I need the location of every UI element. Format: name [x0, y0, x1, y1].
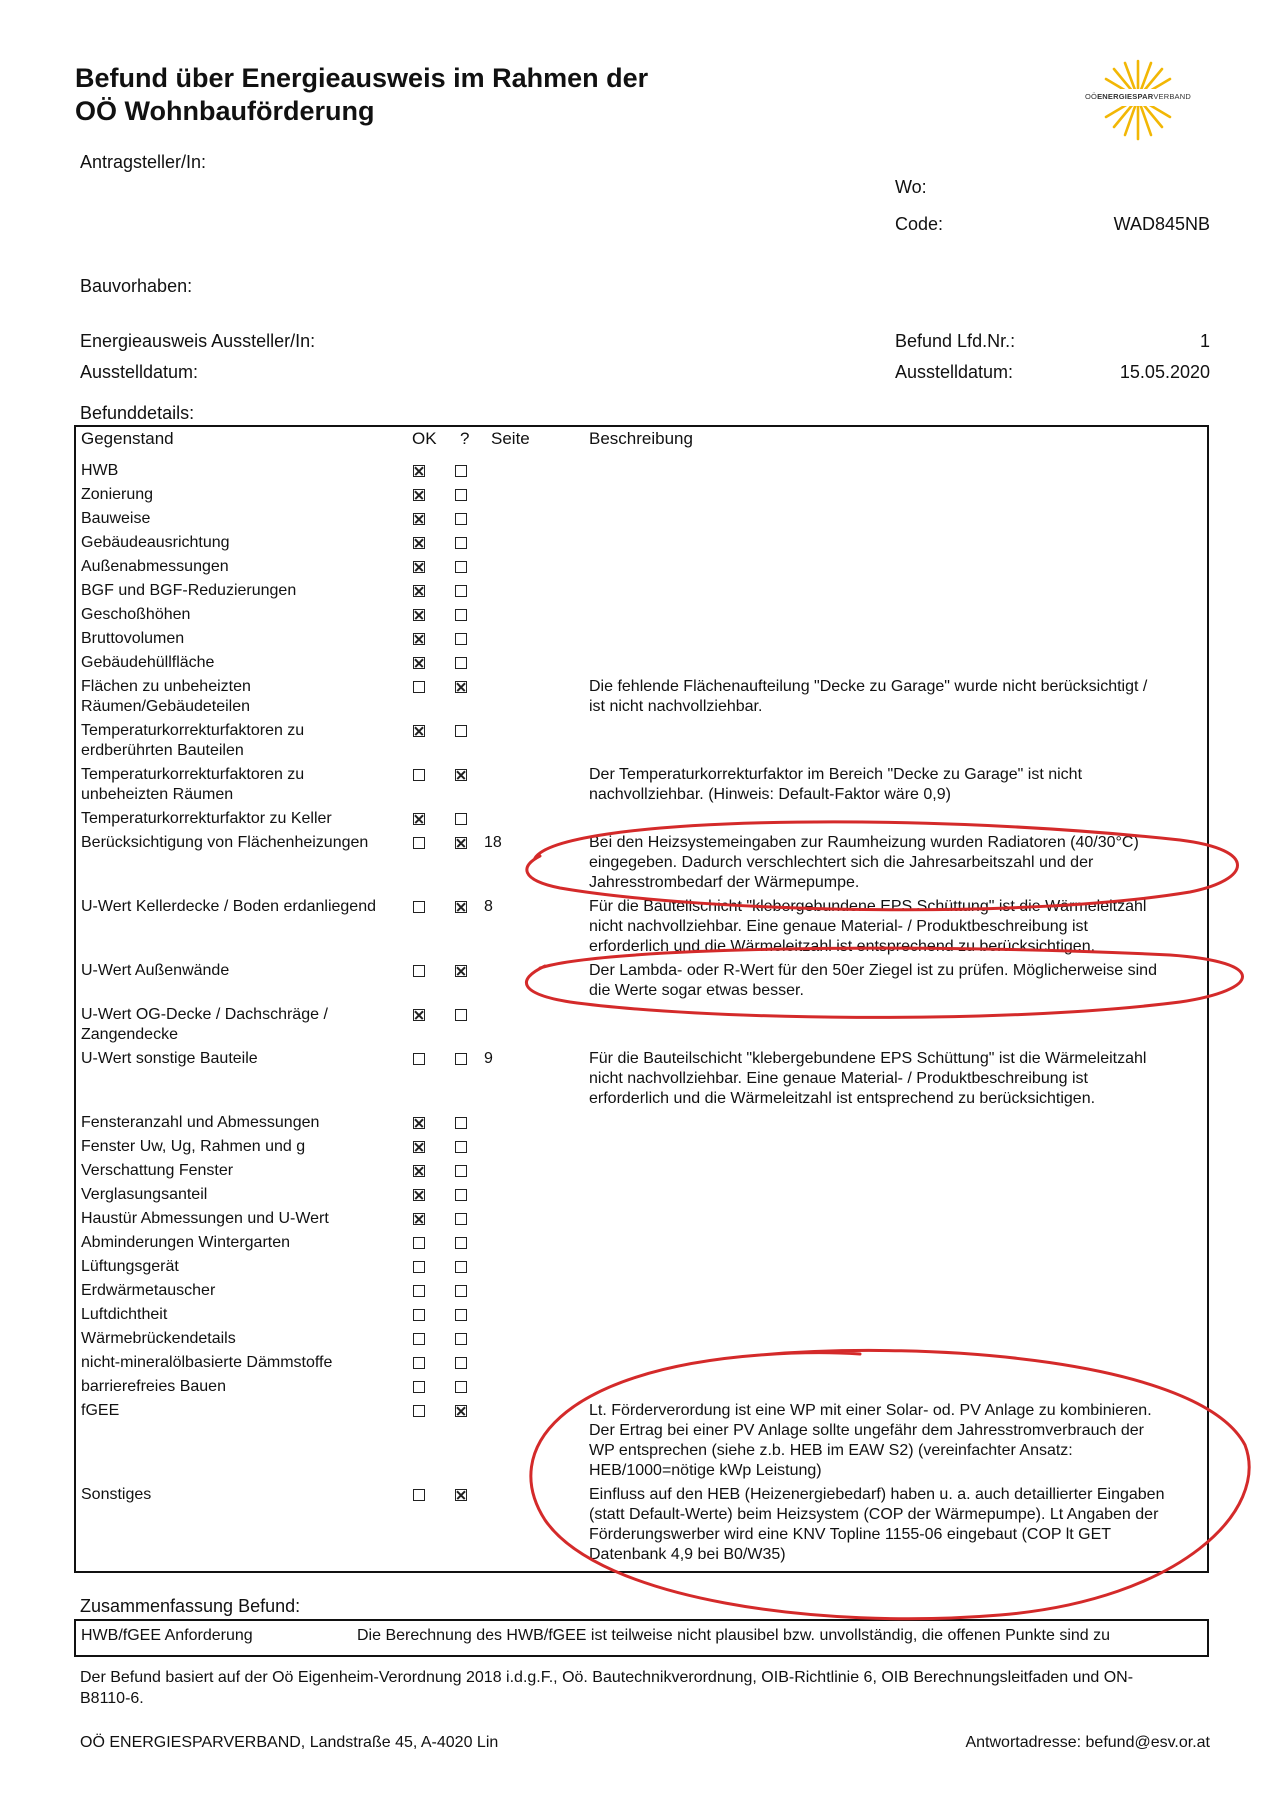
row-page-number: 8 — [484, 898, 493, 915]
ok-checkbox-unchecked[interactable] — [413, 1489, 425, 1501]
question-checkbox-checked[interactable] — [455, 1489, 467, 1501]
legal-basis-note: Der Befund basiert auf der Oö Eigenheim-Verordnung 2018 i.d.g.F., Oö. Bautechnikverordnung, OIB-Richtlinie 6, OIB Berechnungsleitfaden und ON- B8110-6. — [80, 1669, 1134, 1707]
row-item-label: Haustür Abmessungen und U-Wert — [81, 1210, 329, 1227]
row-description: Der Temperaturkorrekturfaktor im Bereich "Decke zu Garage" ist nicht nachvollziehbar. (Hinweis: Default-Faktor wäre 0,9) — [589, 766, 1083, 803]
question-checkbox-unchecked[interactable] — [455, 1261, 467, 1273]
row-description: Der Lambda- oder R-Wert für den 50er Ziegel ist zu prüfen. Möglicherweise sind die Werte sogar etwas besser. — [589, 962, 1157, 999]
row-description: Bei den Heizsystemeingaben zur Raumheizung wurden Radiatoren (40/30°C) eingegeben. Dadurch verschlechtert sich die Jahresarbeitszahl und der Jahresstrombedarf der Wärmepumpe. — [589, 834, 1139, 891]
row-item-label: Geschoßhöhen — [81, 606, 191, 623]
ok-checkbox-unchecked[interactable] — [413, 901, 425, 913]
befund-nr-value: 1 — [1199, 331, 1210, 351]
ok-checkbox-checked[interactable] — [413, 513, 425, 525]
row-item-label: Berücksichtigung von Flächenheizungen — [81, 834, 369, 851]
summary-label: Zusammenfassung Befund: — [80, 1596, 301, 1616]
row-item-label: Sonstiges — [81, 1486, 152, 1503]
question-checkbox-checked[interactable] — [455, 681, 467, 693]
question-checkbox-unchecked[interactable] — [455, 1189, 467, 1201]
ausstelldatum-label-right: Ausstelldatum: — [895, 362, 1014, 382]
summary-text: Die Berechnung des HWB/fGEE ist teilweise nicht plausibel bzw. unvollständig, die offenen Punkte sind zu — [357, 1627, 1111, 1644]
ok-checkbox-checked[interactable] — [413, 1141, 425, 1153]
question-checkbox-checked[interactable] — [455, 901, 467, 913]
question-checkbox-unchecked[interactable] — [455, 657, 467, 669]
befund-nr-label: Befund Lfd.Nr.: — [895, 331, 1016, 351]
ok-checkbox-checked[interactable] — [413, 1165, 425, 1177]
question-checkbox-checked[interactable] — [455, 769, 467, 781]
ok-checkbox-checked[interactable] — [413, 1009, 425, 1021]
col-header-beschreibung: Beschreibung — [589, 429, 693, 448]
col-header-seite: Seite — [491, 429, 530, 448]
ok-checkbox-checked[interactable] — [413, 609, 425, 621]
question-checkbox-unchecked[interactable] — [455, 813, 467, 825]
bauvorhaben-label: Bauvorhaben: — [80, 276, 193, 296]
question-checkbox-unchecked[interactable] — [455, 1381, 467, 1393]
ok-checkbox-checked[interactable] — [413, 489, 425, 501]
row-item-label: barrierefreies Bauen — [81, 1378, 226, 1395]
row-page-number: 18 — [484, 834, 502, 851]
row-page-number: 9 — [484, 1050, 493, 1067]
question-checkbox-unchecked[interactable] — [455, 1141, 467, 1153]
row-item-label: Temperaturkorrekturfaktor zu Keller — [81, 810, 332, 827]
ok-checkbox-checked[interactable] — [413, 1189, 425, 1201]
row-item-label: Außenabmessungen — [81, 558, 229, 575]
footer-reply-address: Antwortadresse: befund@esv.or.at — [965, 1734, 1210, 1751]
code-label: Code: — [895, 214, 944, 234]
question-checkbox-unchecked[interactable] — [455, 513, 467, 525]
row-item-label: HWB — [81, 462, 119, 479]
row-item-label: U-Wert Außenwände — [81, 962, 230, 979]
row-item-label: Bauweise — [81, 510, 151, 527]
question-checkbox-unchecked[interactable] — [455, 609, 467, 621]
row-item-label: Luftdichtheit — [81, 1306, 168, 1323]
col-header-question: ? — [460, 429, 470, 448]
question-checkbox-unchecked[interactable] — [455, 1333, 467, 1345]
ausstelldatum-label-left: Ausstelldatum: — [80, 362, 199, 382]
title-line-1: Befund über Energieausweis im Rahmen der — [75, 63, 649, 93]
question-checkbox-unchecked[interactable] — [455, 465, 467, 477]
summary-key: HWB/fGEE Anforderung — [81, 1627, 253, 1644]
title-line-2: OÖ Wohnbauförderung — [75, 96, 375, 126]
logo-wordmark: OÖENERGIESPARVERBAND — [1085, 92, 1191, 101]
ok-checkbox-unchecked[interactable] — [413, 1261, 425, 1273]
row-item-label: Bruttovolumen — [81, 630, 185, 647]
ok-checkbox-unchecked[interactable] — [413, 1237, 425, 1249]
row-item-label: Verglasungsanteil — [81, 1186, 208, 1203]
row-item-label: Gebäudeausrichtung — [81, 534, 230, 551]
ok-checkbox-checked[interactable] — [413, 1117, 425, 1129]
ok-checkbox-unchecked[interactable] — [413, 1405, 425, 1417]
ok-checkbox-checked[interactable] — [413, 537, 425, 549]
page-title — [75, 62, 775, 128]
ok-checkbox-checked[interactable] — [413, 561, 425, 573]
ok-checkbox-unchecked[interactable] — [413, 1333, 425, 1345]
row-item-label: U-Wert Kellerdecke / Boden erdanliegend — [81, 898, 376, 915]
ok-checkbox-checked[interactable] — [413, 585, 425, 597]
row-item-label: Lüftungsgerät — [81, 1258, 179, 1275]
ok-checkbox-unchecked[interactable] — [413, 965, 425, 977]
ok-checkbox-unchecked[interactable] — [413, 681, 425, 693]
col-header-ok: OK — [412, 429, 437, 448]
question-checkbox-unchecked[interactable] — [455, 1357, 467, 1369]
row-item-label: fGEE — [81, 1402, 120, 1419]
ok-checkbox-unchecked[interactable] — [413, 1285, 425, 1297]
question-checkbox-unchecked[interactable] — [455, 537, 467, 549]
question-checkbox-unchecked[interactable] — [455, 1237, 467, 1249]
ok-checkbox-unchecked[interactable] — [413, 1381, 425, 1393]
ok-checkbox-checked[interactable] — [413, 657, 425, 669]
row-item-label: Fensteranzahl und Abmessungen — [81, 1114, 320, 1131]
row-item-label: Flächen zu unbeheizten Räumen/Gebäudeteilen — [81, 678, 251, 715]
question-checkbox-unchecked[interactable] — [455, 1053, 467, 1065]
energiesparverband-logo — [1068, 55, 1208, 145]
question-checkbox-unchecked[interactable] — [455, 1213, 467, 1225]
question-checkbox-unchecked[interactable] — [455, 725, 467, 737]
code-value: WAD845NB — [1113, 214, 1210, 234]
question-checkbox-unchecked[interactable] — [455, 1285, 467, 1297]
befunddetails-label: Befunddetails: — [80, 403, 195, 423]
question-checkbox-unchecked[interactable] — [455, 1165, 467, 1177]
row-item-label: Wärmebrückendetails — [81, 1330, 236, 1347]
row-item-label: Erdwärmetauscher — [81, 1282, 216, 1299]
col-header-gegenstand: Gegenstand — [81, 429, 174, 448]
question-checkbox-unchecked[interactable] — [455, 1009, 467, 1021]
row-description: Für die Bauteilschicht "klebergebundene EPS Schüttung" ist die Wärmeleitzahl nicht nachvollziehbar. Eine genaue Material- / Produktbeschreibung ist erforderlich und die Wärmeleitzahl ist entsprechend zu berücksichtigen. — [589, 1050, 1147, 1107]
row-item-label: Gebäudehüllfläche — [81, 654, 215, 671]
ok-checkbox-unchecked[interactable] — [413, 1053, 425, 1065]
row-item-label: Zonierung — [81, 486, 154, 503]
footer-address: OÖ ENERGIESPARVERBAND, Landstraße 45, A-4020 Lin — [80, 1734, 499, 1751]
ok-checkbox-checked[interactable] — [413, 465, 425, 477]
ok-checkbox-checked[interactable] — [413, 1213, 425, 1225]
row-item-label: nicht-mineralölbasierte Dämmstoffe — [81, 1354, 333, 1371]
aussteller-label: Energieausweis Aussteller/In: — [80, 331, 316, 351]
ok-checkbox-checked[interactable] — [413, 813, 425, 825]
row-item-label: Abminderungen Wintergarten — [81, 1234, 291, 1251]
row-item-label: U-Wert OG-Decke / Dachschräge / Zangendecke — [81, 1006, 328, 1043]
row-item-label: Fenster Uw, Ug, Rahmen und g — [81, 1138, 306, 1155]
row-item-label: Temperaturkorrekturfaktoren zu erdberührten Bauteilen — [81, 722, 305, 759]
question-checkbox-checked[interactable] — [455, 1405, 467, 1417]
question-checkbox-unchecked[interactable] — [455, 1117, 467, 1129]
row-description: Die fehlende Flächenaufteilung "Decke zu Garage" wurde nicht berücksichtigt / ist nicht nachvollziehbar. — [589, 678, 1148, 715]
ok-checkbox-unchecked[interactable] — [413, 1309, 425, 1321]
ausstelldatum-value: 15.05.2020 — [1119, 362, 1210, 382]
row-description: Für die Bauteilschicht "klebergebundene EPS Schüttung" ist die Wärmeleitzahl nicht nachvollziehbar. Eine genaue Material- / Produktbeschreibung ist erforderlich und die Wärmeleitzahl ist entsprechend zu berücksichtigen. — [589, 898, 1147, 955]
question-checkbox-unchecked[interactable] — [455, 633, 467, 645]
ok-checkbox-unchecked[interactable] — [413, 1357, 425, 1369]
question-checkbox-unchecked[interactable] — [455, 561, 467, 573]
ok-checkbox-unchecked[interactable] — [413, 837, 425, 849]
row-description: Einfluss auf den HEB (Heizenergiebedarf) haben u. a. auch detaillierter Eingaben (statt Default-Werte) beim Heizsystem (COP der Wärmepumpe). Lt Angaben der Förderungswerber wird eine KNV Topline 1155-06 eingebaut (COP lt GET Datenbank 4,9 bei B0/W35) — [589, 1486, 1165, 1563]
row-item-label: BGF und BGF-Reduzierungen — [81, 582, 297, 599]
wo-label: Wo: — [895, 177, 927, 197]
row-item-label: Verschattung Fenster — [81, 1162, 234, 1179]
ok-checkbox-checked[interactable] — [413, 633, 425, 645]
question-checkbox-unchecked[interactable] — [455, 489, 467, 501]
question-checkbox-unchecked[interactable] — [455, 585, 467, 597]
row-item-label: Temperaturkorrekturfaktoren zu unbeheizten Räumen — [81, 766, 305, 803]
ok-checkbox-checked[interactable] — [413, 725, 425, 737]
question-checkbox-checked[interactable] — [455, 965, 467, 977]
question-checkbox-unchecked[interactable] — [455, 1309, 467, 1321]
antragsteller-label: Antragsteller/In: — [80, 152, 207, 172]
row-item-label: U-Wert sonstige Bauteile — [81, 1050, 258, 1067]
ok-checkbox-unchecked[interactable] — [413, 769, 425, 781]
row-description: Lt. Förderverordung ist eine WP mit einer Solar- od. PV Anlage zu kombinieren. Der Ertrag bei einer PV Anlage sollte ungefähr dem Jahresstromverbrauch der WP entsprechen (siehe z.b. HEB im EAW S2) (vereinfachter Ansatz: HEB/1000=nötige kWp Leistung) — [589, 1402, 1152, 1479]
question-checkbox-checked[interactable] — [455, 837, 467, 849]
